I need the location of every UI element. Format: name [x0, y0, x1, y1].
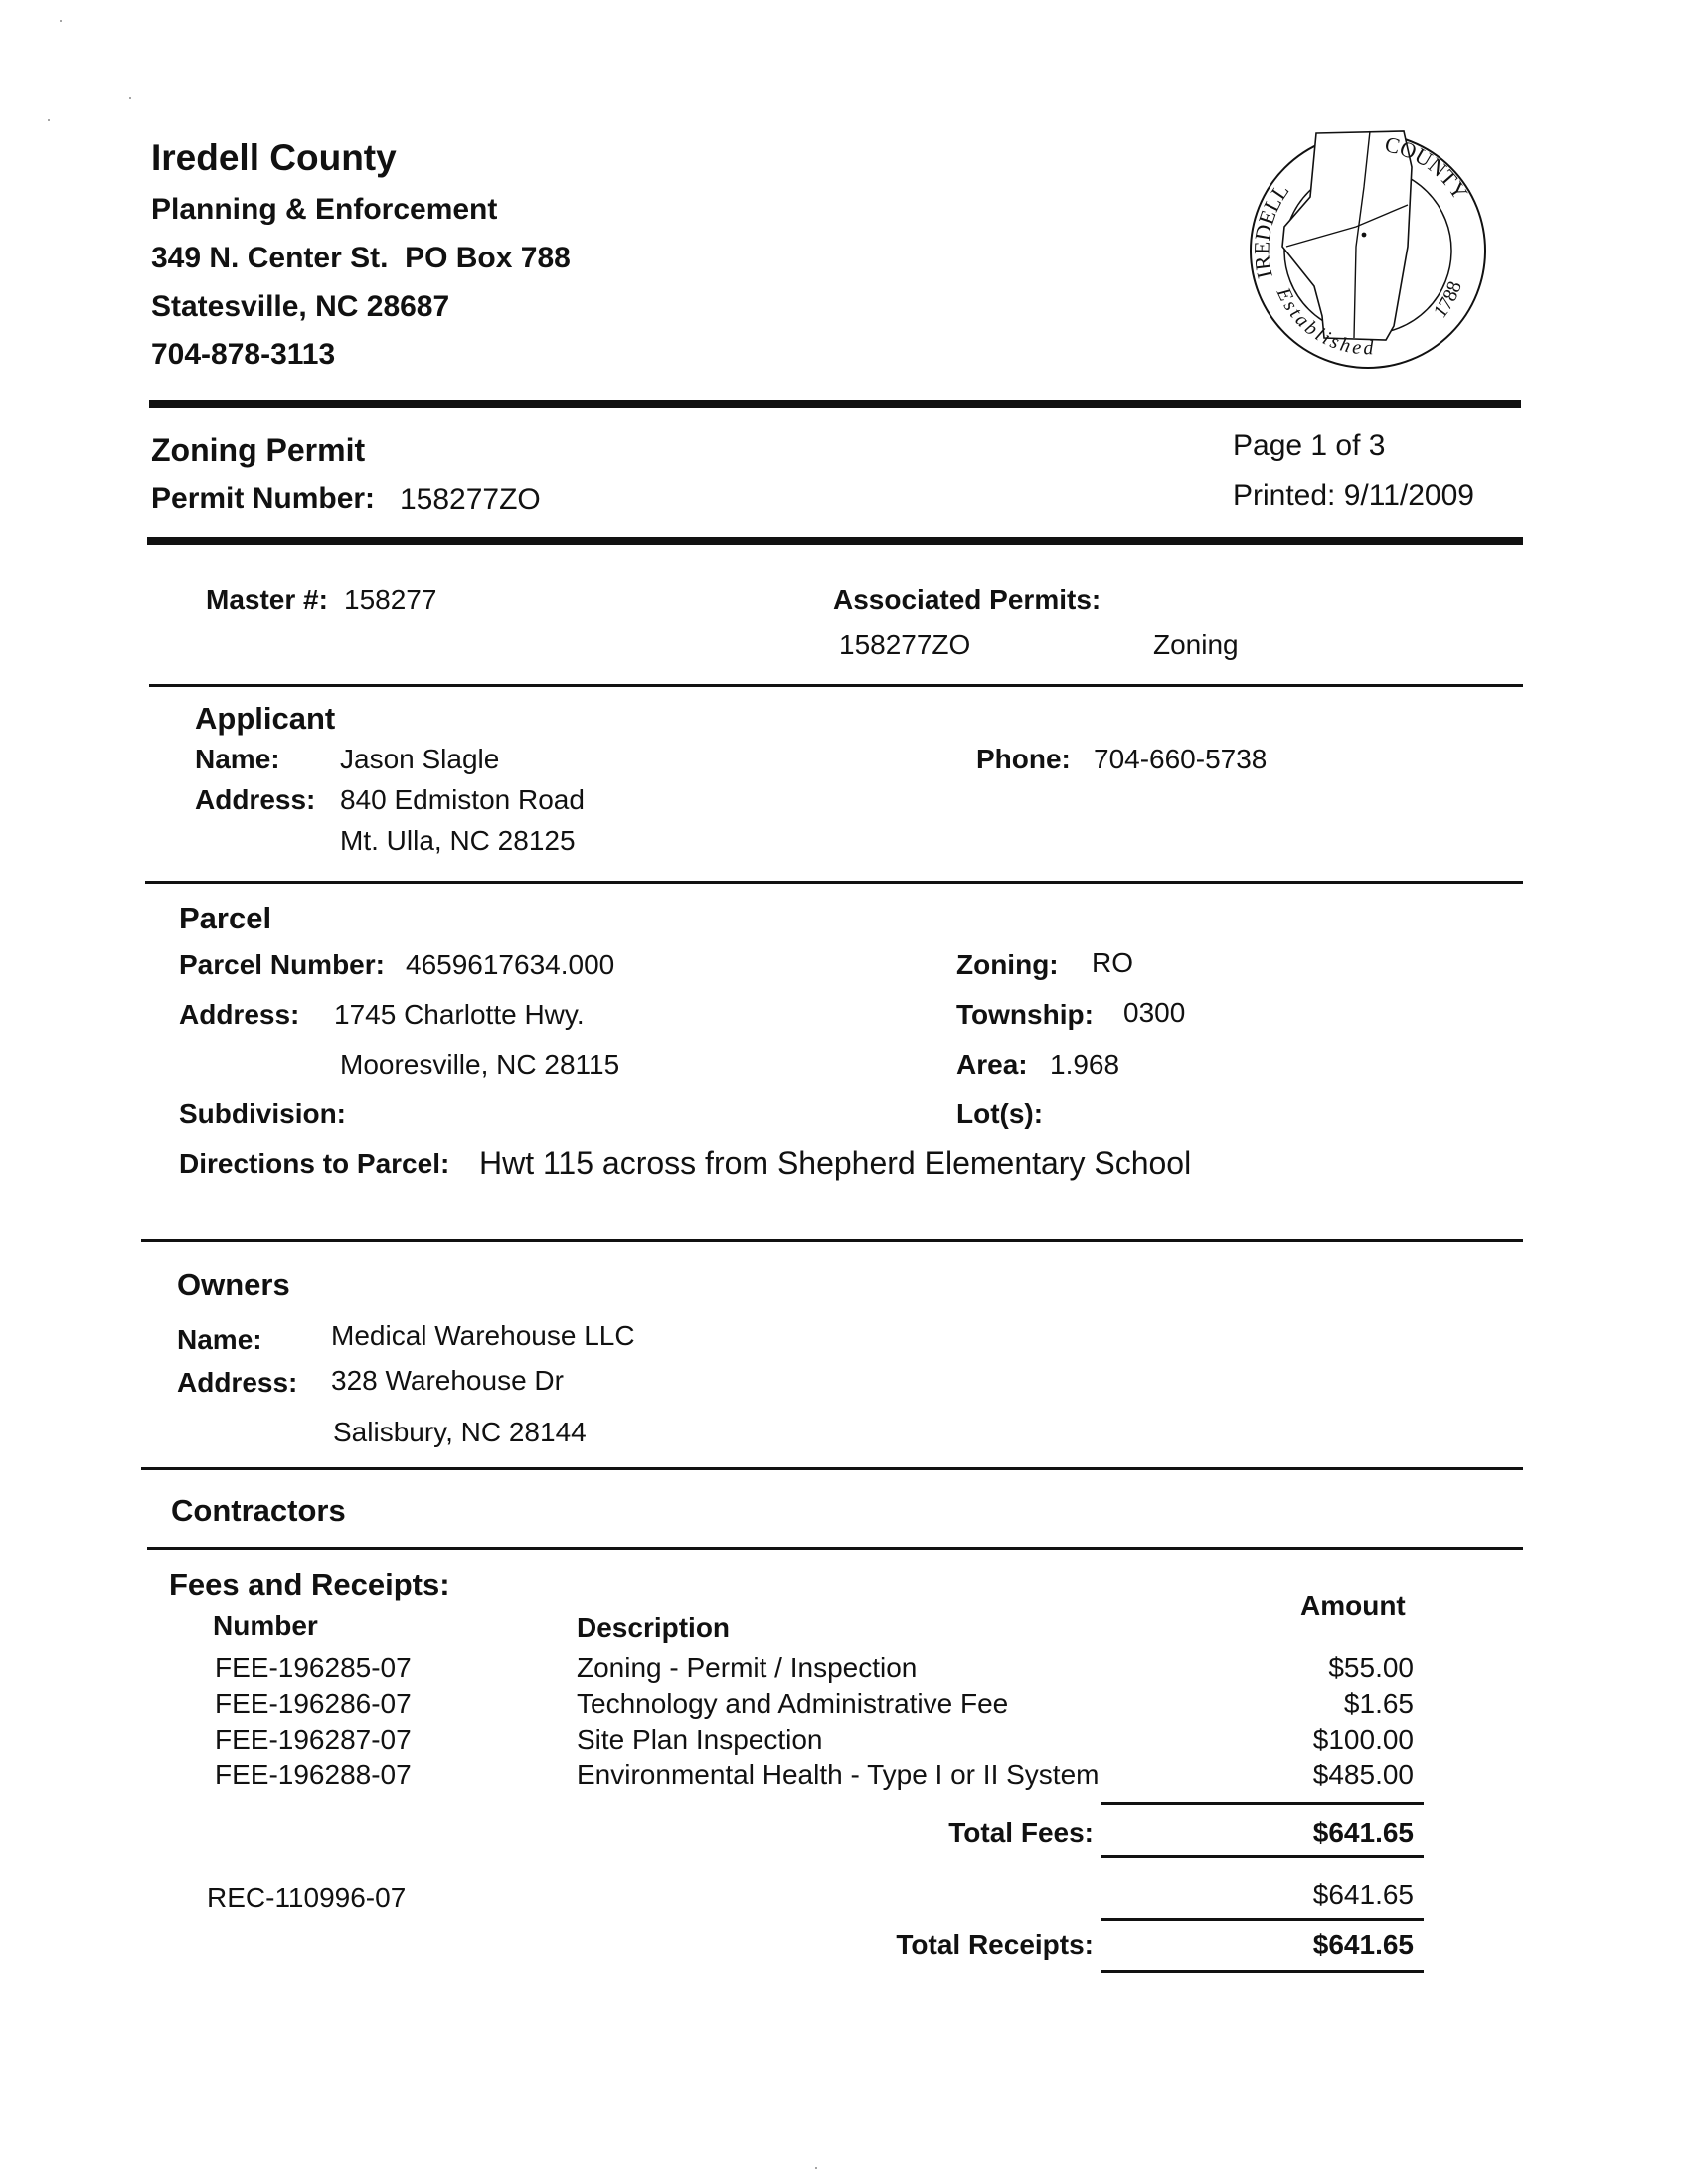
- zoning-value: RO: [1092, 947, 1133, 978]
- master-number: 158277: [344, 585, 437, 615]
- scan-speck: [48, 119, 50, 121]
- county-seal-icon: [1245, 127, 1491, 374]
- parcel-number-label: Parcel Number:: [179, 949, 385, 980]
- column-header-amount: Amount: [1300, 1591, 1406, 1621]
- fee-description: Zoning - Permit / Inspection: [577, 1652, 918, 1683]
- total-receipts-value: $641.65: [1312, 1930, 1414, 1960]
- total-fees-label: Total Fees:: [948, 1817, 1094, 1848]
- page-indicator: Page 1 of 3: [1233, 429, 1386, 462]
- org-name: Iredell County: [151, 137, 397, 178]
- org-phone: 704-878-3113: [151, 338, 336, 371]
- svg-text:COUNTY: COUNTY: [1382, 131, 1473, 205]
- section-heading: Applicant: [195, 701, 336, 736]
- scan-speck: [129, 97, 131, 99]
- fee-number: FEE-196287-07: [215, 1724, 412, 1755]
- fee-description: Site Plan Inspection: [577, 1724, 823, 1755]
- divider: [147, 1547, 1523, 1550]
- owner-address-1: 328 Warehouse Dr: [331, 1365, 564, 1396]
- applicant-phone-label: Phone:: [976, 744, 1071, 774]
- owner-address-2: Salisbury, NC 28144: [333, 1417, 587, 1447]
- scan-speck: [60, 20, 62, 22]
- column-header-number: Number: [213, 1610, 318, 1641]
- owner-address-label: Address:: [177, 1367, 298, 1398]
- fee-description: Environmental Health - Type I or II System: [577, 1760, 1100, 1790]
- divider: [145, 881, 1523, 884]
- lots-label: Lot(s):: [956, 1098, 1044, 1129]
- applicant-name-label: Name:: [195, 744, 280, 774]
- divider: [1101, 1918, 1424, 1921]
- permit-number-label: Permit Number:: [151, 482, 376, 515]
- owner-name-label: Name:: [177, 1324, 262, 1355]
- divider: [149, 400, 1521, 408]
- fee-amount: $55.00: [1328, 1652, 1414, 1683]
- divider: [141, 1239, 1523, 1242]
- township-label: Township:: [956, 999, 1094, 1030]
- svg-text:1788: 1788: [1429, 278, 1466, 323]
- applicant-phone: 704-660-5738: [1094, 744, 1268, 774]
- department: Planning & Enforcement: [151, 193, 498, 226]
- org-address-1: 349 N. Center St. PO Box 788: [151, 242, 571, 274]
- fee-number: FEE-196285-07: [215, 1652, 412, 1683]
- applicant-address-1: 840 Edmiston Road: [340, 784, 585, 815]
- directions-label: Directions to Parcel:: [179, 1148, 450, 1179]
- associated-permit-number: 158277ZO: [839, 629, 971, 660]
- svg-text:IREDELL: IREDELL: [1249, 178, 1294, 281]
- directions-value: Hwt 115 across from Shepherd Elementary School: [479, 1145, 1192, 1181]
- printed-date: Printed: 9/11/2009: [1233, 479, 1474, 512]
- fee-description: Technology and Administrative Fee: [577, 1688, 1009, 1719]
- area-label: Area:: [956, 1049, 1028, 1080]
- total-fees-value: $641.65: [1312, 1817, 1414, 1848]
- divider: [1101, 1802, 1424, 1805]
- receipt-number: REC-110996-07: [207, 1882, 407, 1913]
- divider: [147, 537, 1523, 545]
- fee-amount: $1.65: [1343, 1688, 1414, 1719]
- receipt-amount: $641.65: [1312, 1879, 1414, 1910]
- divider: [149, 684, 1523, 687]
- section-heading: Parcel: [179, 901, 272, 935]
- permit-title: Zoning Permit: [151, 432, 366, 468]
- fee-number: FEE-196286-07: [215, 1688, 412, 1719]
- divider: [1101, 1970, 1424, 1973]
- owner-name: Medical Warehouse LLC: [331, 1320, 635, 1351]
- column-header-description: Description: [577, 1612, 731, 1643]
- subdivision-label: Subdivision:: [179, 1098, 346, 1129]
- section-heading: Fees and Receipts:: [169, 1567, 450, 1601]
- fee-number: FEE-196288-07: [215, 1760, 412, 1790]
- associated-permit-type: Zoning: [1153, 629, 1239, 660]
- contractors-heading: Contractors: [171, 1493, 346, 1528]
- applicant-address-label: Address:: [195, 784, 316, 815]
- divider: [1101, 1855, 1424, 1858]
- total-receipts-label: Total Receipts:: [896, 1930, 1094, 1960]
- parcel-address-1: 1745 Charlotte Hwy.: [334, 999, 585, 1030]
- parcel-number: 4659617634.000: [406, 949, 615, 980]
- fee-amount: $485.00: [1312, 1760, 1414, 1790]
- permit-number: 158277ZO: [400, 483, 541, 516]
- township-value: 0300: [1123, 997, 1186, 1028]
- associated-permits-label: Associated Permits:: [833, 585, 1101, 615]
- section-heading: Owners: [177, 1267, 290, 1302]
- zoning-label: Zoning:: [956, 949, 1059, 980]
- applicant-address-2: Mt. Ulla, NC 28125: [340, 825, 576, 856]
- divider: [141, 1467, 1523, 1470]
- parcel-address-label: Address:: [179, 999, 300, 1030]
- fee-amount: $100.00: [1312, 1724, 1414, 1755]
- area-value: 1.968: [1050, 1049, 1120, 1080]
- svg-text:Established: Established: [1271, 284, 1377, 360]
- org-address-2: Statesville, NC 28687: [151, 290, 450, 323]
- scan-speck: [815, 2167, 817, 2169]
- parcel-address-2: Mooresville, NC 28115: [340, 1049, 620, 1080]
- master-label: Master #:: [206, 585, 328, 615]
- applicant-name: Jason Slagle: [340, 744, 500, 774]
